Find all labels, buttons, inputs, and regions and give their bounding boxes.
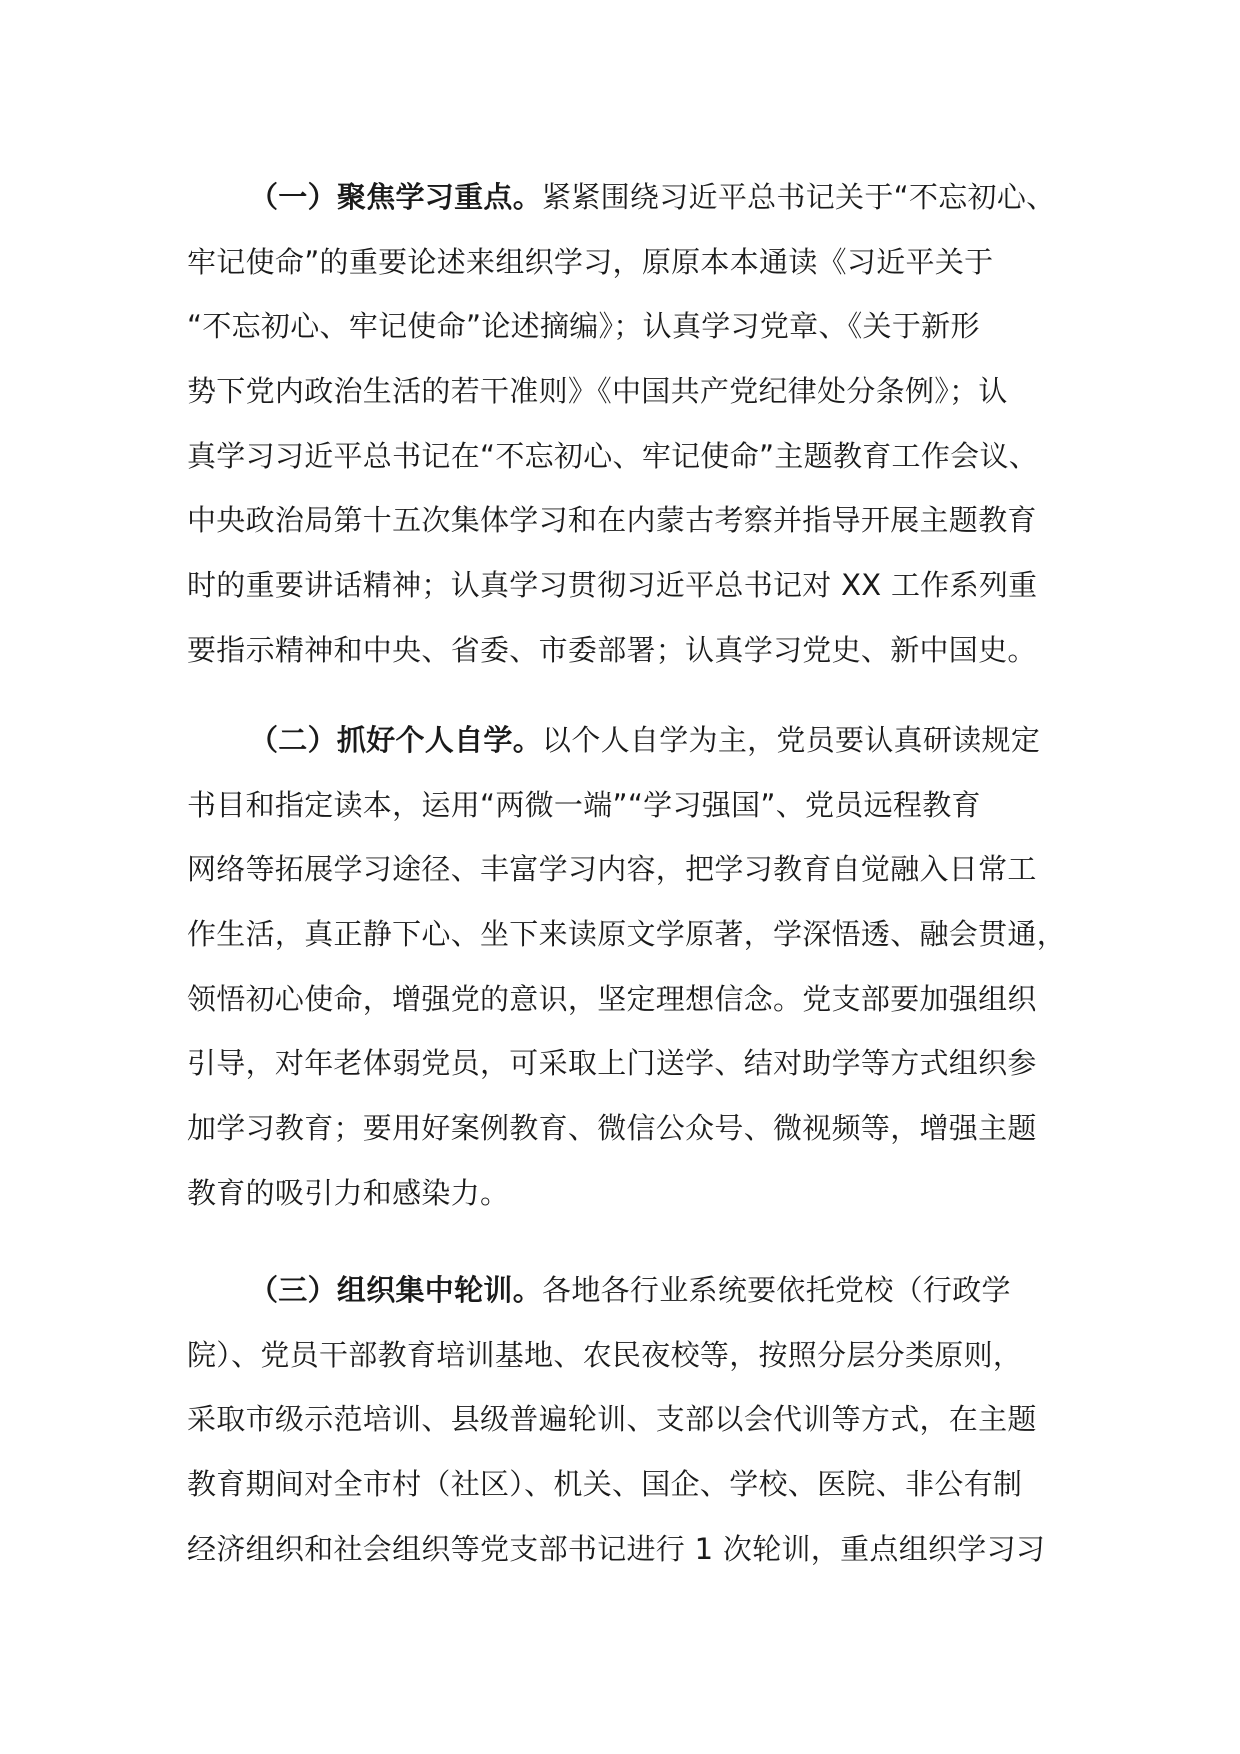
text-line: 势下党内政治生活的若干准则》《中国共产党纪律处分条例》；认 <box>187 374 1008 409</box>
text-line: 教育的吸引力和感染力。 <box>187 1175 510 1210</box>
text-line: 牢记使命”的重要论述来组织学习，原原本本通读《习近平关于 <box>187 244 994 279</box>
text-line: 院）、党员干部教育培训基地、农民夜校等，按照分层分类原则， <box>187 1337 1023 1372</box>
text-line: 书目和指定读本，运用“两微一端”“学习强国”、党员远程教育 <box>187 787 981 822</box>
paragraph-text: 紧紧围绕习近平总书记关于“不忘初心、 <box>542 180 1056 214</box>
paragraph-centralized-training <box>187 1258 1077 1581</box>
paragraph-self-study <box>187 708 1077 1226</box>
paragraph-study-focus <box>187 165 1077 683</box>
paragraph-heading: （二）抓好个人自学。 <box>249 723 543 757</box>
text-line: 教育期间对全市村（社区）、机关、国企、学校、医院、非公有制 <box>187 1467 1023 1502</box>
text-line: 中央政治局第十五次集体学习和在内蒙古考察并指导开展主题教育 <box>187 503 1037 538</box>
text-line: “不忘初心、牢记使命”论述摘编》；认真学习党章、《关于新形 <box>187 309 980 344</box>
text-line <box>187 1258 1077 1323</box>
text-line <box>187 708 1077 773</box>
text-line: 要指示精神和中央、省委、市委部署；认真学习党史、新中国史。 <box>187 632 1037 667</box>
paragraph-text: 以个人自学为主，党员要认真研读规定 <box>542 723 1041 757</box>
text-line: 引导，对年老体弱党员，可采取上门送学、结对助学等方式组织参 <box>187 1046 1037 1081</box>
text-line: 时的重要讲话精神；认真学习贯彻习近平总书记对 XX 工作系列重 <box>187 568 1038 603</box>
paragraph-text: 各地各行业系统要依托党校（行政学 <box>542 1273 1011 1307</box>
text-line: 网络等拓展学习途径、丰富学习内容，把学习教育自觉融入日常工 <box>187 852 1037 887</box>
text-line: 领悟初心使命，增强党的意识，坚定理想信念。党支部要加强组织 <box>187 981 1037 1016</box>
paragraph-heading: （一）聚焦学习重点。 <box>249 180 543 214</box>
text-line: 经济组织和社会组织等党支部书记进行 1 次轮训，重点组织学习习 <box>187 1531 1046 1566</box>
text-line: 加学习教育；要用好案例教育、微信公众号、微视频等，增强主题 <box>187 1111 1037 1146</box>
text-line: 采取市级示范培训、县级普遍轮训、支部以会代训等方式，在主题 <box>187 1402 1037 1437</box>
text-line <box>187 165 1077 230</box>
paragraph-heading: （三）组织集中轮训。 <box>249 1273 543 1307</box>
text-line: 作生活，真正静下心、坐下来读原文学原著，学深悟透、融会贯通， <box>187 917 1067 952</box>
text-line: 真学习习近平总书记在“不忘初心、牢记使命”主题教育工作会议、 <box>187 438 1039 473</box>
